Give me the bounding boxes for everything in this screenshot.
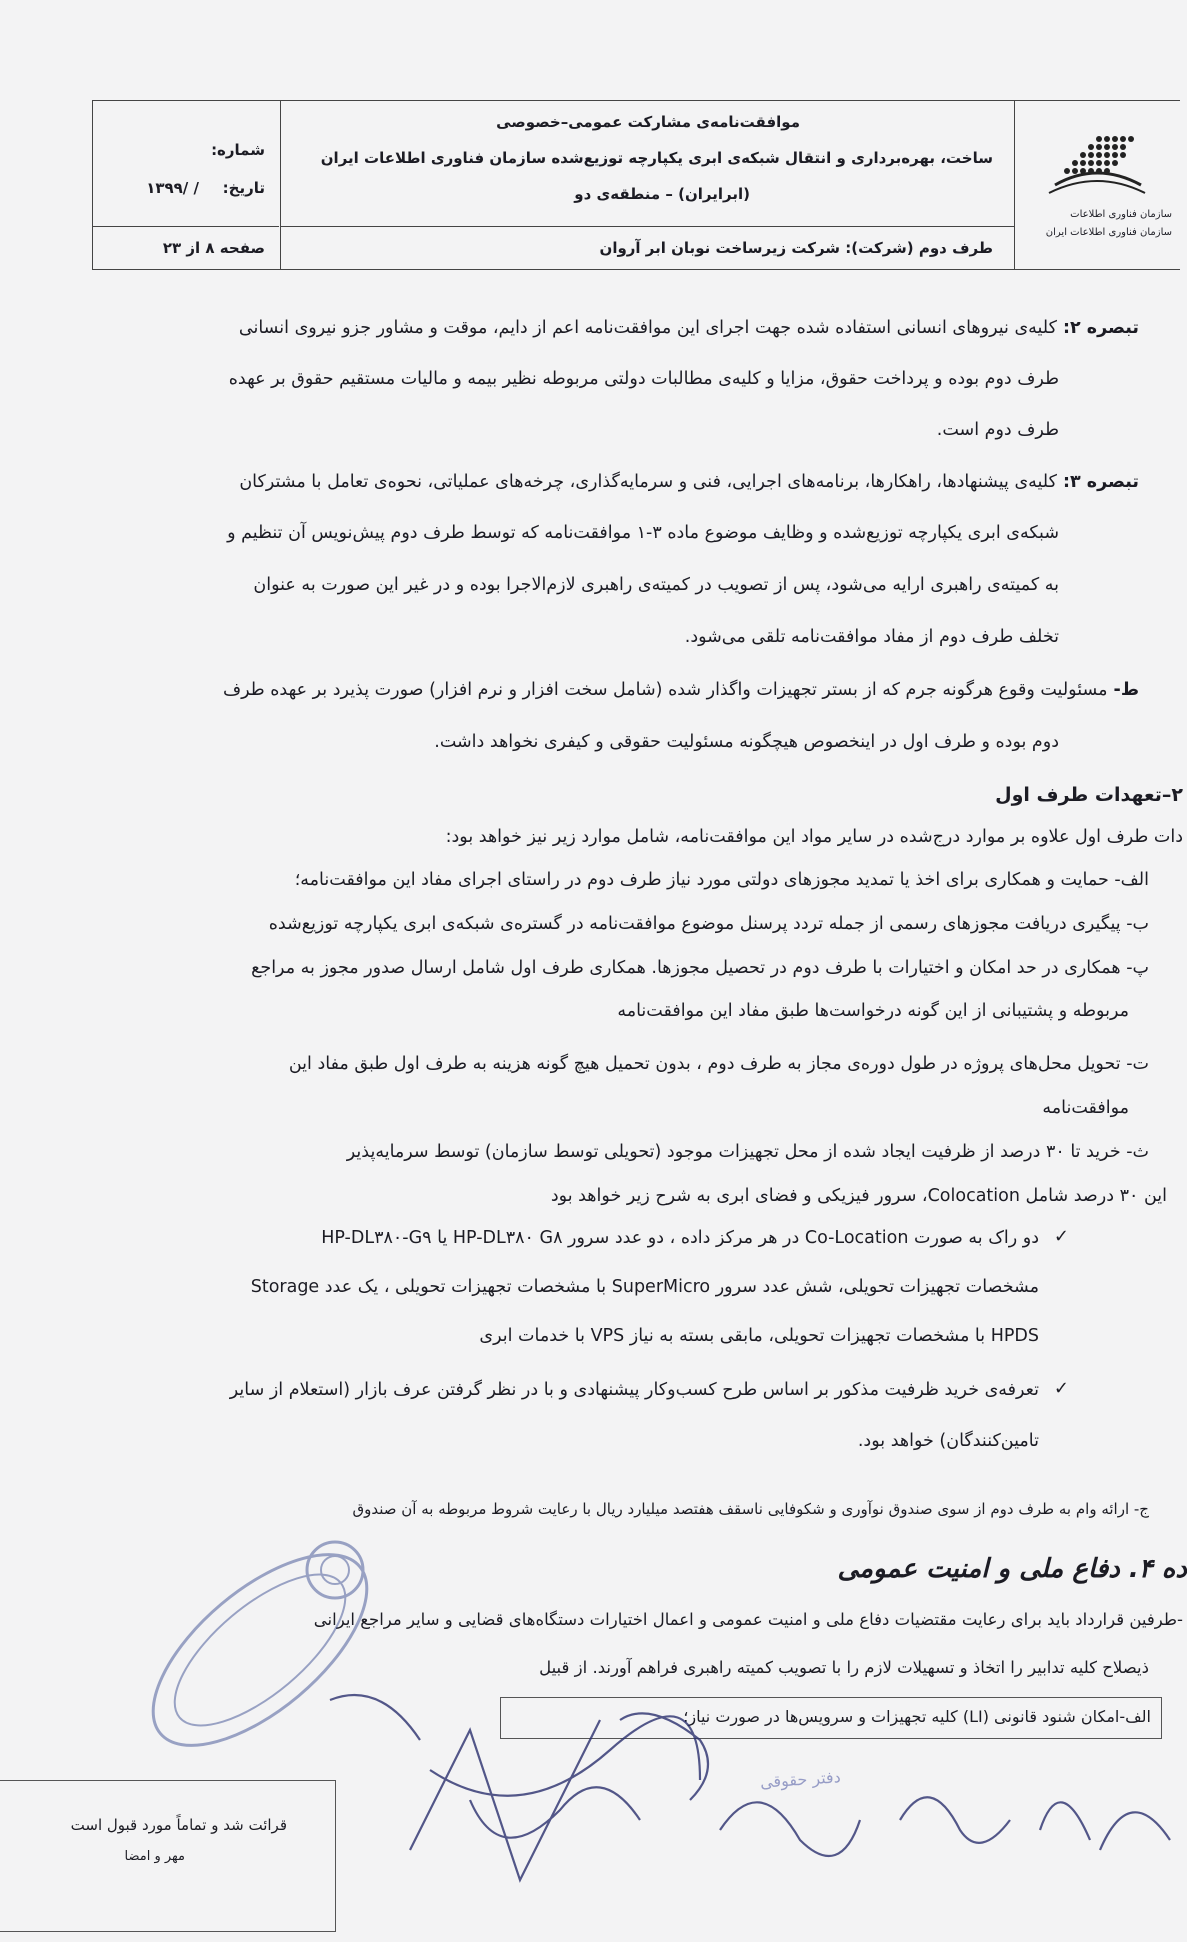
- party-two: طرف دوم (شرکت): شرکت زیرساخت نوبان ابر آروان: [599, 239, 993, 257]
- page-number: صفحه ۸ از ۲۳: [162, 239, 265, 257]
- article-line: -طرفین قرارداد باید برای رعایت مقتضیات دفاع ملی و امنیت عمومی و اعمال اختیارات دستگاه‌های قضایی و سایر مراجع ایرانی: [313, 1610, 1183, 1629]
- note-label: تبصره ۲:: [1056, 318, 1139, 338]
- boxed-item-text: الف-امکان شنود قانونی (LI) کلیه تجهیزات و سرویس‌ها در صورت نیاز؛: [683, 1707, 1151, 1726]
- title-cell: [280, 101, 1015, 269]
- article-line: ذیصلاح کلیه تدابیر را اتخاذ و تسهیلات لازم را با تصویب کمیته راهبری فراهم آورند. از قبیل: [539, 1658, 1149, 1677]
- checkmark-icon: ✓: [1053, 1378, 1069, 1399]
- section-intro: دات طرف اول علاوه بر موارد درج‌شده در سایر مواد این موافقت‌نامه، شامل موارد زیر نیز خواهد بود:: [445, 827, 1183, 847]
- paragraph-line: طرف دوم بوده و پرداخت حقوق، مزایا و کلیه‌ی مطالبات دولتی مربوطه نظیر بیمه و مالیات مستقیم حقوق بر عهده: [228, 369, 1059, 389]
- acceptance-text: قرائت شد و تماماً مورد قبول است: [70, 1816, 287, 1834]
- paragraph-line: طرف دوم است.: [936, 420, 1059, 440]
- list-item-continued: این ۳۰ درصد شامل Colocation، سرور فیزیکی و فضای ابری به شرح زیر خواهد بود: [550, 1186, 1167, 1206]
- note-label: تبصره ۳:: [1056, 472, 1139, 492]
- paragraph-line: [239, 472, 1139, 492]
- logo-cell: [1014, 101, 1180, 269]
- list-item-continued: موافقت‌نامه: [1042, 1098, 1129, 1118]
- paragraph-line: [239, 318, 1139, 338]
- paragraph-line: تخلف طرف دوم از مفاد موافقت‌نامه تلقی می‌شود.: [684, 627, 1059, 647]
- paragraph-line: دوم بوده و طرف اول در اینخصوص هیچگونه مسئولیت حقوقی و کیفری نخواهد داشت.: [434, 732, 1059, 752]
- bullet-line: تعرفه‌ی خرید ظرفیت مذکور بر اساس طرح کسب‌وکار پیشنهادی و با در نظر گرفتن عرف بازار (استعلام از سایر: [229, 1380, 1039, 1400]
- list-item: ث- خرید تا ۳۰ درصد از ظرفیت ایجاد شده از محل تجهیزات موجود (تحویلی توسط سازمان) توسط سرمایه‌پذیر: [346, 1142, 1149, 1162]
- bullet-line: تامین‌کنندگان) خواهد بود.: [857, 1431, 1039, 1451]
- checkmark-icon: ✓: [1053, 1226, 1069, 1247]
- seal-signature-label: مهر و امضا: [124, 1849, 185, 1864]
- list-item: ج- ارائه وام به طرف دوم از سوی صندوق نوآوری و شکوفایی ناسقف هفتصد میلیارد ریال با رعایت شروط مربوطه به آن صندوق: [352, 1500, 1149, 1518]
- organization-logo-icon: [1037, 121, 1157, 201]
- agreement-title: موافقت‌نامه‌ی مشارکت عمومی–خصوصی: [496, 113, 800, 131]
- paragraph-line: [223, 680, 1139, 700]
- bullet-line: دو راک به صورت Co-Location در هر مرکز داده ، دو عدد سرور HP-DL۳۸۰ G۸ یا HP-DL۳۸۰-G۹: [321, 1228, 1039, 1248]
- acceptance-box: [0, 1780, 336, 1932]
- item-text: مسئولیت وقوع هرگونه جرم که از بستر تجهیزات واگذار شده (شامل سخت افزار و نرم افزار) صورت پذیرد بر عهده طرف: [222, 680, 1108, 700]
- legal-office-stamp: دفتر حقوقی: [759, 1767, 842, 1792]
- logo-text-1: سازمان فناوری اطلاعات: [1070, 209, 1172, 220]
- list-item: الف- حمایت و همکاری برای اخذ یا تمدید مجوزهای دولتی مورد نیاز طرف دوم در راستای اجرای مفاد این موافقت‌نامه؛: [294, 870, 1149, 890]
- agreement-subject: ساخت، بهره‌برداری و انتقال شبکه‌ی ابری یکپارچه توزیع‌شده سازمان فناوری اطلاعات ایران: [320, 149, 993, 167]
- paragraph-line: به کمیته‌ی راهبری ارایه می‌شود، پس از تصویب در کمیته‌ی راهبری لازم‌الاجرا بوده و در غیر این صورت به عنوان: [253, 575, 1059, 595]
- note-text: کلیه‌ی پیشنهادها، راهکارها، برنامه‌های اجرایی، فنی و سرمایه‌گذاری، چرخه‌های عملیاتی، نحوه‌ی تعامل با مشترکان: [239, 472, 1057, 492]
- meta-cell: [93, 101, 279, 269]
- bullet-line: مشخصات تجهیزات تحویلی، شش عدد سرور SuperMicro با مشخصات تجهیزات تحویلی ، یک عدد Storage: [250, 1277, 1039, 1297]
- list-item: ب- پیگیری دریافت مجوزهای رسمی از جمله تردد پرسنل موضوع موافقت‌نامه در گستره‌ی شبکه‌ی ابری یکپارچه توزیع‌شده: [268, 914, 1149, 934]
- list-item: ت- تحویل محل‌های پروژه در طول دوره‌ی مجاز به طرف دوم ، بدون تحمیل هیچ گونه هزینه به طرف اول طبق مفاد این: [288, 1054, 1149, 1074]
- note-text: کلیه‌ی نیروهای انسانی استفاده شده جهت اجرای این موافقت‌نامه اعم از دایم، موقت و مشاور جزو نیروی انسانی: [238, 318, 1057, 338]
- list-item: پ- همکاری در حد امکان و اختیارات با طرف دوم در تحصیل مجوزها. همکاری طرف اول شامل ارسال صدور مجوز به مراجع: [251, 958, 1149, 978]
- item-label: ط-: [1107, 680, 1139, 700]
- agreement-region: (ابرایران) – منطقه‌ی دو: [574, 185, 750, 203]
- paragraph-line: شبکه‌ی ابری یکپارچه توزیع‌شده و وظایف موضوع ماده ۳-۱ موافقت‌نامه که توسط طرف دوم پیش‌نویس آن تنظیم و: [227, 523, 1059, 543]
- title-block: [281, 101, 1015, 227]
- article-title: ده ۴. دفاع ملی و امنیت عمومی: [837, 1554, 1187, 1584]
- date-label: تاریخ:: [222, 179, 265, 197]
- list-item-continued: مربوطه و پشتیبانی از این گونه درخواست‌ها طبق مفاد این موافقت‌نامه: [617, 1001, 1129, 1021]
- number-date-block: [93, 101, 279, 227]
- date-value: ۱۳۹۹/ /: [146, 179, 199, 197]
- logo-text-2: سازمان فناوری اطلاعات ایران: [1045, 227, 1172, 238]
- number-label: شماره:: [211, 141, 265, 159]
- header-table: [92, 100, 1180, 270]
- section-heading: ۲–تعهدات طرف اول: [995, 784, 1183, 806]
- bullet-line: HPDS با مشخصات تجهیزات تحویلی، مابقی بسته به نیاز VPS با خدمات ابری: [479, 1326, 1039, 1346]
